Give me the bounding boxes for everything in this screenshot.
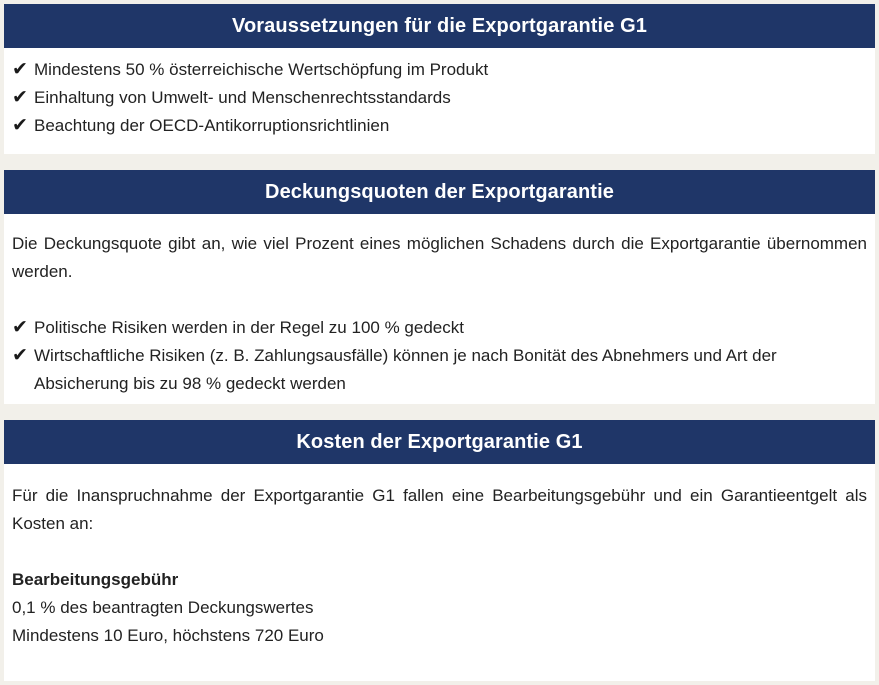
- list-item-text: Politische Risiken werden in der Regel zu 100 % gedeckt: [34, 318, 464, 337]
- checkmark-icon: ✔: [12, 87, 28, 108]
- cost-line: 0,1 % des beantragten Deckungswertes: [12, 598, 314, 617]
- intro-paragraph: Für die Inanspruchnahme der Exportgarantie G1 fallen eine Bearbeitungsgebühr und ein Garantieentgelt als Kosten an:: [12, 486, 867, 533]
- spacer: [12, 286, 867, 314]
- list-item-text: Wirtschaftliche Risiken (z. B. Zahlungsausfälle) können je nach Bonität des Abnehmers und Art der Absicherung bis zu 98 % gedeckt werden: [34, 346, 777, 393]
- section-header: [4, 4, 875, 48]
- list-item: [12, 342, 867, 398]
- checkmark-icon: ✔: [12, 115, 28, 136]
- list-item: [12, 84, 867, 112]
- list-item: [12, 314, 867, 342]
- spacer: [12, 538, 867, 566]
- section-header: [4, 170, 875, 214]
- section-body: [4, 464, 875, 681]
- checkmark-icon: ✔: [12, 345, 28, 366]
- checkmark-icon: ✔: [12, 59, 28, 80]
- checkmark-icon: ✔: [12, 317, 28, 338]
- list-item-text: Einhaltung von Umwelt- und Menschenrechtsstandards: [34, 88, 451, 107]
- section-title: Voraussetzungen für die Exportgarantie G1: [232, 14, 647, 37]
- section-title: Kosten der Exportgarantie G1: [296, 430, 583, 453]
- section-body: [4, 48, 875, 154]
- section-kosten: [4, 420, 875, 681]
- list-item-text: Beachtung der OECD-Antikorruptionsrichtlinien: [34, 116, 390, 135]
- section-body: [4, 214, 875, 404]
- list-item: [12, 112, 867, 140]
- cost-line: Mindestens 10 Euro, höchstens 720 Euro: [12, 626, 324, 645]
- subheading: Bearbeitungsgebühr: [12, 570, 179, 589]
- section-voraussetzungen: [4, 4, 875, 154]
- intro-paragraph: Die Deckungsquote gibt an, wie viel Prozent eines möglichen Schadens durch die Exportgarantie übernommen werden.: [12, 234, 867, 281]
- section-deckungsquoten: [4, 170, 875, 404]
- section-header: [4, 420, 875, 464]
- section-title: Deckungsquoten der Exportgarantie: [265, 180, 614, 203]
- list-item-text: Mindestens 50 % österreichische Wertschöpfung im Produkt: [34, 60, 489, 79]
- list-item: [12, 56, 867, 84]
